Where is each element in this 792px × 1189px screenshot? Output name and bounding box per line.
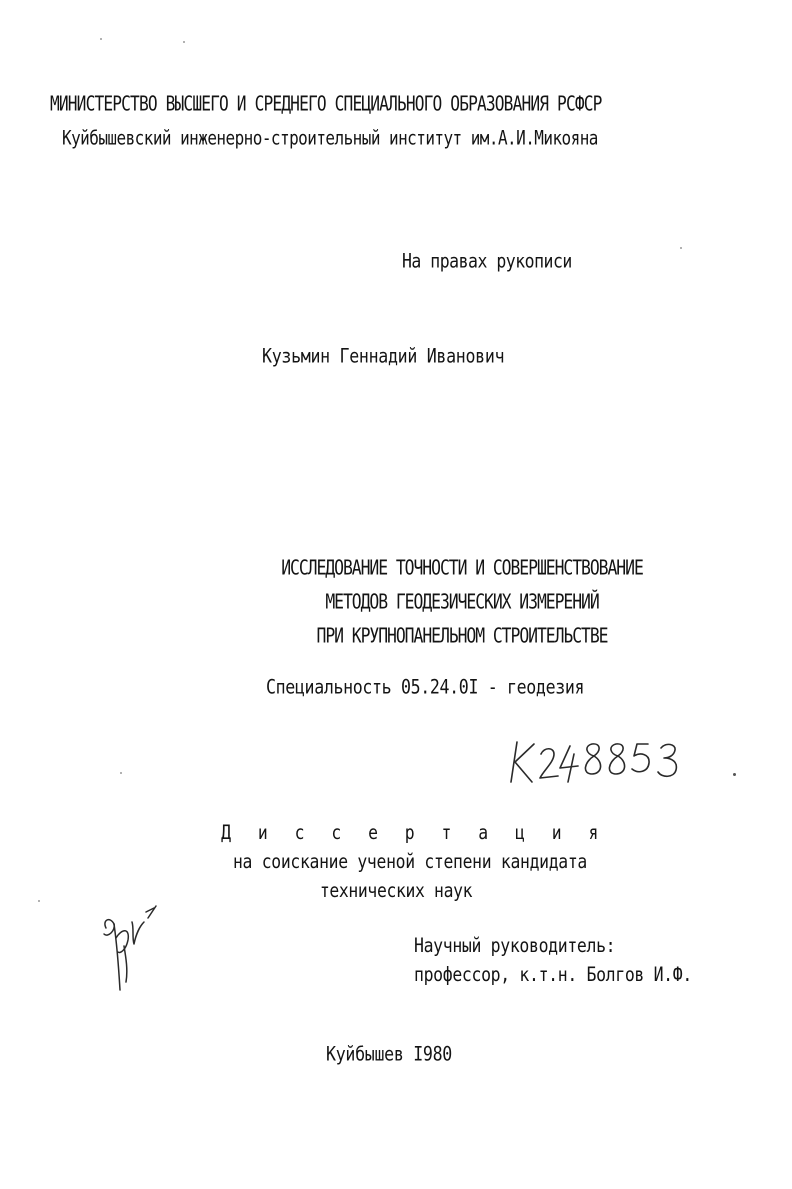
scan-speck xyxy=(183,41,185,43)
supervisor-label: Научный руководитель: xyxy=(414,934,616,957)
scan-speck xyxy=(100,38,102,40)
institute-name: Куйбышевский инженерно-строительный институт им.А.И.Микояна xyxy=(62,126,598,150)
scan-speck xyxy=(680,247,682,249)
author-name: Кузьмин Геннадий Иванович xyxy=(262,344,505,368)
dissertation-type-block xyxy=(200,815,620,902)
ministry-header: МИНИСТЕРСТВО ВЫСШЕГО И СРЕДНЕГО СПЕЦИАЛЬНОГО ОБРАЗОВАНИЯ РСФСР xyxy=(50,91,602,116)
scan-speck xyxy=(120,772,122,774)
dissertation-type: Д и с с е р т а ц и я xyxy=(221,821,607,844)
scan-speck xyxy=(733,773,736,776)
specialty-line: Специальность 05.24.0I - геодезия xyxy=(266,675,585,699)
handwritten-inventory-number xyxy=(508,738,694,788)
title-line: МЕТОДОВ ГЕОДЕЗИЧЕСКИХ ИЗМЕРЕНИЙ xyxy=(325,589,599,614)
manuscript-rights-note: На правах рукописи xyxy=(402,249,572,273)
dissertation-title xyxy=(190,547,734,649)
degree-line: на соискание ученой степени кандидата xyxy=(232,850,588,873)
supervisor-name: профессор, к.т.н. Болгов И.Ф. xyxy=(414,963,692,986)
title-line: ИССЛЕДОВАНИЕ ТОЧНОСТИ И СОВЕРШЕНСТВОВАНИЕ xyxy=(281,555,643,580)
scan-speck xyxy=(38,900,40,902)
handwritten-signature xyxy=(92,898,162,998)
place-and-year: Куйбышев I980 xyxy=(326,1042,452,1066)
field-line: технических наук xyxy=(319,879,473,902)
supervisor-block xyxy=(414,928,692,986)
title-line: ПРИ КРУПНОПАНЕЛЬНОМ СТРОИТЕЛЬСТВЕ xyxy=(316,623,608,648)
